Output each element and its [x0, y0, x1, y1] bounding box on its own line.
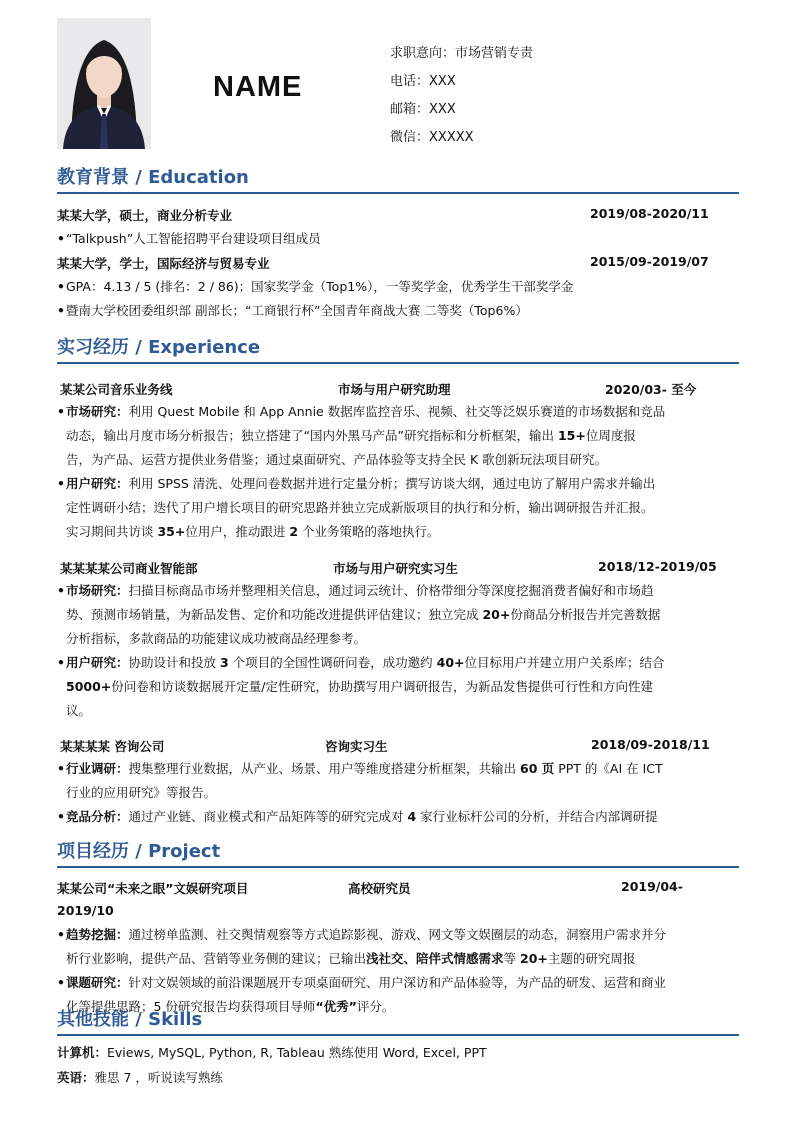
project-date-start: 2019/04- [621, 879, 683, 894]
experience-title: 实习经历 / Experience [57, 337, 261, 358]
skills-section [57, 1008, 739, 1036]
education-school-2: 某某大学，学士，国际经济与贸易专业 [57, 256, 270, 271]
project-role: 高校研究员 [348, 881, 411, 896]
contact-wechat: 微信：XXXXX [390, 130, 474, 145]
job-role-1: 市场与用户研究助理 [338, 382, 451, 397]
list-item: •竞品分析：通过产业链、商业模式和产品矩阵等的研究完成对 4 家行业标杆公司的分析，并结合内部调研提 [57, 809, 658, 824]
job-role-3: 咨询实习生 [325, 739, 388, 754]
job-role-2: 市场与用户研究实习生 [333, 561, 459, 576]
job-date-3: 2018/09-2018/11 [591, 737, 710, 752]
list-item: •课题研究：针对文娱领域的前沿课题展开专项桌面研究、用户深访和产品体验等，为产品的研发、运营和商业 化等提供思路；5 份研究报告均获得项目导师“优秀”评分。 [57, 975, 667, 1014]
list-item: •市场研究：扫描目标商品市场并整理相关信息，通过词云统计、价格带细分等深度挖掘消费者偏好和市场趋 势、预测市场销量，为新品发售、定价和功能改进提供评估建议；独立完成 20+份商品分析报告并完善数据 分析指标，多款商品的功能建议成功被商品经理参考。 [57, 583, 661, 646]
project-section [57, 840, 739, 868]
contact-phone: 电话：XXX [390, 74, 456, 89]
project-name: 某某公司“未来之眼”文娱研究项目 [57, 881, 249, 896]
list-item: •趋势挖掘：通过榜单监测、社交舆情观察等方式追踪影视、游戏、网文等文娱圈层的动态，洞察用户需求并分 析行业影响，提供产品、营销等业务侧的建议；已输出浅社交、陪伴式情感需求等 20+主题的研究周报 [57, 927, 667, 966]
contact-email: 邮箱：XXX [390, 102, 456, 117]
skill-computer: 计算机：Eviews, MySQL, Python, R, Tableau 熟练使用 Word, Excel, PPT [57, 1045, 487, 1060]
section-divider [57, 192, 739, 194]
education-school-1: 某某大学，硕士，商业分析专业 [57, 208, 233, 223]
list-item: •暨南大学校团委组织部 副部长；“工商银行杯”全国青年商战大赛 二等奖（Top6%） [57, 303, 528, 318]
contact-info [390, 40, 533, 152]
profile-photo [57, 18, 151, 149]
section-divider [57, 362, 739, 364]
experience-section [57, 336, 739, 364]
list-item: •用户研究：协助设计和投放 3 个项目的全国性调研问卷，成功邀约 40+位目标用户并建立用户关系库；结合 5000+份问卷和访谈数据展开定量/定性研究，协助撰写用户调研报告，为新品发售提供可行性和方向性建 议。 [57, 655, 665, 718]
education-date-1: 2019/08-2020/11 [590, 206, 709, 221]
candidate-name: NAME [213, 71, 303, 103]
list-item: •“Talkpush”人工智能招聘平台建设项目组成员 [57, 231, 321, 246]
contact-objective: 求职意向：市场营销专责 [390, 46, 534, 61]
section-divider [57, 866, 739, 868]
education-title: 教育背景 / Education [57, 167, 249, 188]
job-company-1: 某某公司音乐业务线 [60, 382, 173, 397]
education-date-2: 2015/09-2019/07 [590, 254, 709, 269]
section-divider [57, 1034, 739, 1036]
job-date-1: 2020/03- 至今 [605, 382, 697, 397]
list-item: •用户研究：利用 SPSS 清洗、处理问卷数据并进行定量分析；撰写访谈大纲，通过电访了解用户需求并输出 定性调研小结；迭代了用户增长项目的研究思路并独立完成新版项目的执行和分析，输出调研报告并汇报。 实习期间共访谈 35+位用户，推动跟进 2 个业务策略的落地执行。 [57, 476, 656, 539]
education-section [57, 166, 739, 194]
project-title: 项目经历 / Project [57, 841, 221, 862]
job-company-3: 某某某某 咨询公司 [60, 739, 165, 754]
list-item: •GPA：4.13 / 5 (排名：2 / 86)；国家奖学金（Top1%），一等奖学金，优秀学生干部奖学金 [57, 279, 574, 294]
list-item: •市场研究：利用 Quest Mobile 和 App Annie 数据库监控音乐、视频、社交等泛娱乐赛道的市场数据和竞品 动态，输出月度市场分析报告；独立搭建了“国内外黑马产品”研究指标和分析框架，输出 15+位周度报 告，为产品、运营方提供业务借鉴；通过桌面研究、产品体验等支持全民 K 歌创新玩法项目研究。 [57, 404, 666, 467]
skills-title: 其他技能 / Skills [57, 1009, 203, 1030]
list-item: •行业调研：搜集整理行业数据，从产业、场景、用户等维度搭建分析框架，共输出 60 页 PPT 的《AI 在 ICT 行业的应用研究》等报告。 [57, 761, 663, 800]
skill-english: 英语：雅思 7 ，听说读写熟练 [57, 1070, 223, 1085]
project-date-end: 2019/10 [57, 903, 114, 918]
job-company-2: 某某某某公司商业智能部 [60, 561, 198, 576]
job-date-2: 2018/12-2019/05 [598, 559, 717, 574]
